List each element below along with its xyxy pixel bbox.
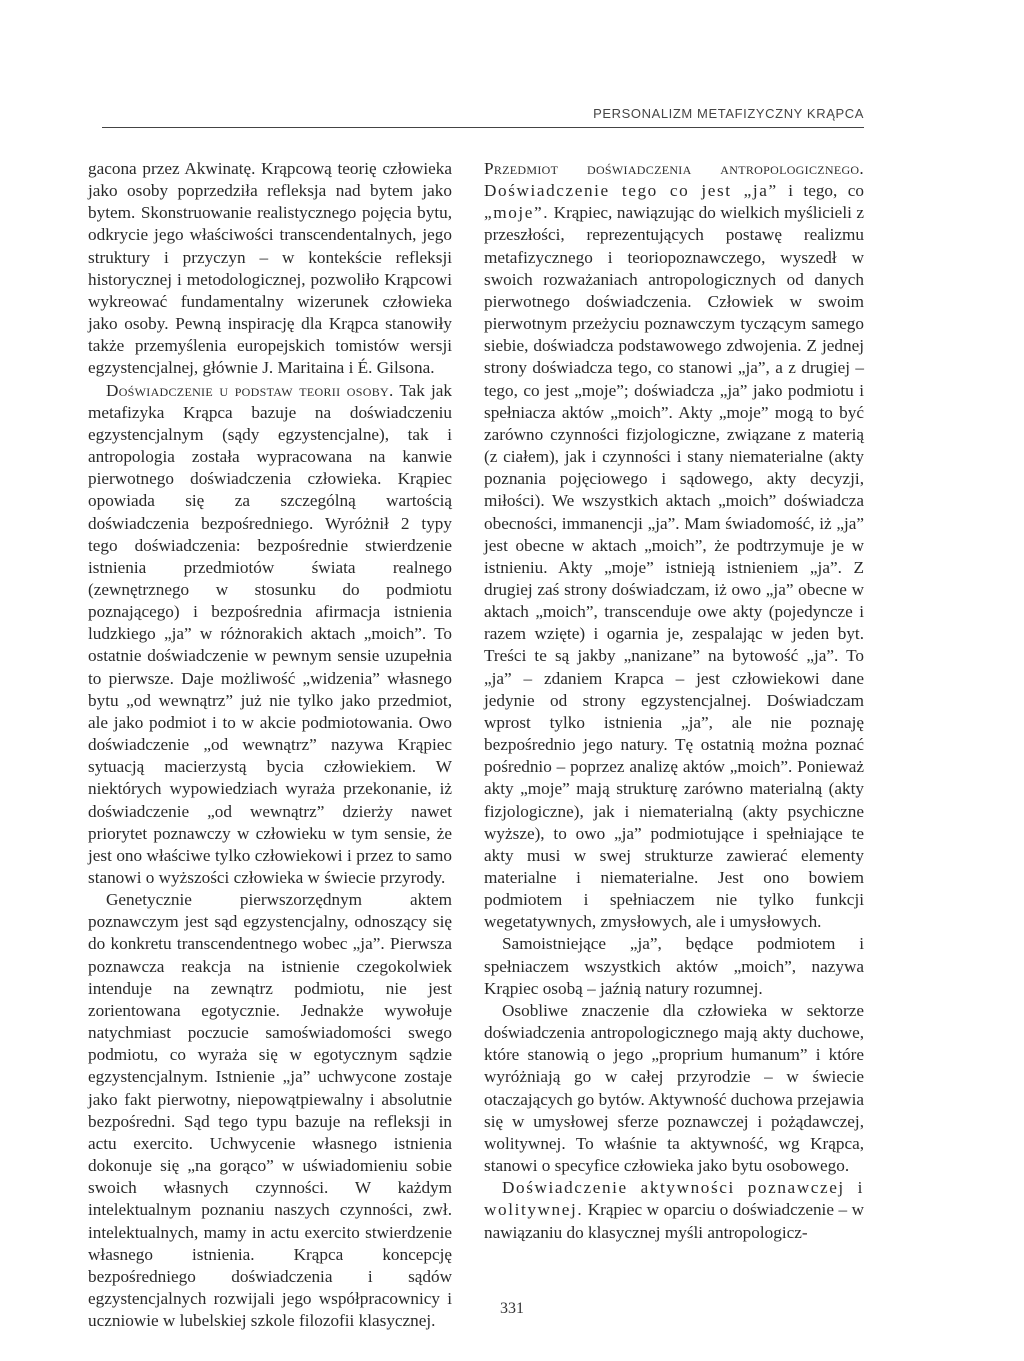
spaced-emphasis: Doświadczenie tego co jest „ja” [484, 181, 778, 201]
paragraph [88, 380, 452, 890]
section-heading: Przedmiot doświadczenia antropologicznego. [484, 159, 864, 178]
spaced-emphasis: „moje”. [484, 203, 550, 223]
header-rule [102, 127, 864, 128]
paragraph [484, 933, 864, 999]
paragraph-text: gacona przez Akwinatę. Krąpcową teorię człowieka jako osoby poprzedziła refleksja nad bytem jako bytem. Skonstruowanie realistycznego pojęcia bytu, odkrycie jego właściwości transcendentalnych, jego struktury i przyczyn – w kontekście refleksji historycznej i metodologicznej, pozwoliło Krąpcowi wykreować fundamentalny wizerunek człowieka jako osoby. Pewną inspirację dla Krąpca stanowiły także przemyślenia europejskich tomistów wersji egzystencjalnej, głównie J. Maritaina i É. Gilsona. [88, 159, 452, 378]
paragraph-text: Osobliwe znaczenie dla człowieka w sektorze doświadczenia antropologicznego mają akty duchowe, które stanowią o jego „proprium humanum” i które wyróżniają go w całej przyrodzie – w świecie otaczających go bytów. Aktywność duchowa przejawia się w umysłowej sferze poznawczej i pożądawczej, wolitywnej. To właśnie ta aktywność, wg Krąpca, stanowi o specyfice człowieka jako bytu osobowego. [484, 1000, 864, 1176]
paragraph-text: Krąpiec, nawiązując do wielkich myślicieli z przeszłości, reprezentujących postawę realizmu metafizycznego i teoriopoznawczego, wyszedł w swoich rozważaniach antropologicznych od danych pierwotnego doświadczenia. Człowiek w swoim pierwotnym przeżyciu poznawczym tyczącym samego siebie, doświadcza podstawowego zdwojenia. Z jednej strony doświadcza tego, co stanowi „ja”, a z drugiej – tego, co jest „moje”; doświadcza „ja” jako podmiotu i spełniacza aktów „moich”. Akty „moje” mogą to być zarówno czynności fizjologiczne, związane z materią (z ciałem), jak i czynności i stany niematerialne (akty poznania pojęciowego i sądowego, akty decyzji, miłości). We wszystkich aktach „moich” doświadcza obecności, immanencji „ja”. Mam świadomość, iż „ja” jest obecne w aktach „moich”, że podtrzymuje je w istnieniu. Akty „moje” istnieją istnieniem „ja”. Z drugiej zaś strony doświadczam, iż owo „ja” obecne w aktach „moich”, transcenduje owe akty (pojedyncze i razem wzięte) i ogarnia je, zespalając w jeden byt. Treści te są jakby „nanizane” na bytowość „ja”. To „ja” – zdaniem Krapca – jest człowiekowi dane jedynie od strony egzystencjalnej. Doświadczam wprost tylko istnienia „ja”, ale nie poznaję bezpośrednio jego natury. Tę ostatnią można poznać pośrednio – poprzez analizę aktów „moich”. Ponieważ akty „moje” mają strukturę zarówno materialną (akty fizjologiczne), jak i niematerialną (akty psychiczne wyższe), to owo „ja” podmiotujące i spełniające te akty musi w swej strukturze zawierać elementy materialne i niematerialne. Jest ono bowiem podmiotem i spełniaczem nie tylko funkcji wegetatywnych, zmysłowych, ale i umysłowych. [484, 203, 865, 932]
left-column [88, 158, 452, 1332]
paragraph [484, 158, 864, 933]
paragraph [88, 889, 452, 1332]
paragraph [484, 1000, 864, 1177]
paragraph-text: i tego, co [788, 181, 864, 201]
paragraph-text: Tak jak metafizyka Krąpca bazuje na doświadczeniu egzystencjalnym (sądy egzystencjalne), tak i antropologia została wypracowana na kanwie pierwotnego doświadczenia człowieka. Krąpiec opowiada się za szczególną wartością doświadczenia bezpośredniego. Wyróżnił 2 typy tego doświadczenia: bezpośrednie stwierdzenie istnienia przedmiotów świata realnego (zewnętrznego w stosunku do podmiotu poznającego) i bezpośrednia afirmacja istnienia ludzkiego „ja” w różnorakich aktach „moich”. To ostatnie doświadczenie w pewnym sensie uzupełnia to pierwsze. Daje możliwość „widzenia” własnego bytu „od wewnątrz” już nie tylko jako przedmiot, ale jako podmiot i to w akcie podmiotowania. Owo doświadczenie „od wewnątrz” nazywa Krąpiec sytuacją macierzystą bycia człowiekiem. W niektórych wypowiedziach wyraża przekonanie, iż doświadczenie „od wewnątrz” dzierży nawet priorytet poznawczy w człowieku w tym sensie, że jest ono właściwe tylko człowiekowi i przez to samo stanowi o wyższości człowieka w świecie przyrody. [88, 380, 452, 887]
right-column [484, 158, 864, 1244]
section-heading: Doświadczenie u podstaw teorii osoby. [106, 380, 394, 400]
paragraph [88, 158, 452, 380]
paragraph-text: Krąpiec w oparciu o doświadczenie – w nawiązaniu do klasycznej myśli antropologicz- [484, 1200, 864, 1242]
paragraph-text: Genetycznie pierwszorzędnym aktem poznawczym jest sąd egzystencjalny, odnoszący się do konkretu transcendentnego wobec „ja”. Pierwsza poznawcza reakcja na istnienie czegokolwiek intenduje na zewnątrz podmiotu, nie jest zorientowana egotycznie. Jednakże wywołuje natychmiast poczucie samoświadomości swego podmiotu, co wyraża się w egotycznym sądzie egzystencjalnym. Istnienie „ja” uchwycone zostaje jako fakt pierwotny, niepowątpiewalny i absolutnie bezpośredni. Sąd tego typu bazuje na refleksji in actu exercito. Uchwycenie własnego istnienia dokonuje się „na gorąco” w uświadomieniu sobie swoich własnych czynności. W każdym intelektualnym poznaniu naszych czynności, zwł. intelektualnych, mamy in actu exercito stwierdzenie własnego istnienia. Krąpca koncepcję bezpośredniego doświadczenia i sądów egzystencjalnych rozwijali jego współpracownicy i uczniowie w lubelskiej szkole filozofii klasycznej. [88, 890, 452, 1331]
paragraph-text: Samoistniejące „ja”, będące podmiotem i spełniaczem wszystkich aktów „moich”, nazywa Krąpiec osobą – jaźnią natury rozumnej. [484, 934, 864, 998]
paragraph [484, 1177, 864, 1243]
spaced-emphasis: Doświadczenie aktywności poznawczej i wolitywnej. [484, 1178, 864, 1220]
running-header: PERSONALIZM METAFIZYCZNY KRĄPCA [593, 106, 864, 121]
page-number: 331 [500, 1300, 524, 1317]
